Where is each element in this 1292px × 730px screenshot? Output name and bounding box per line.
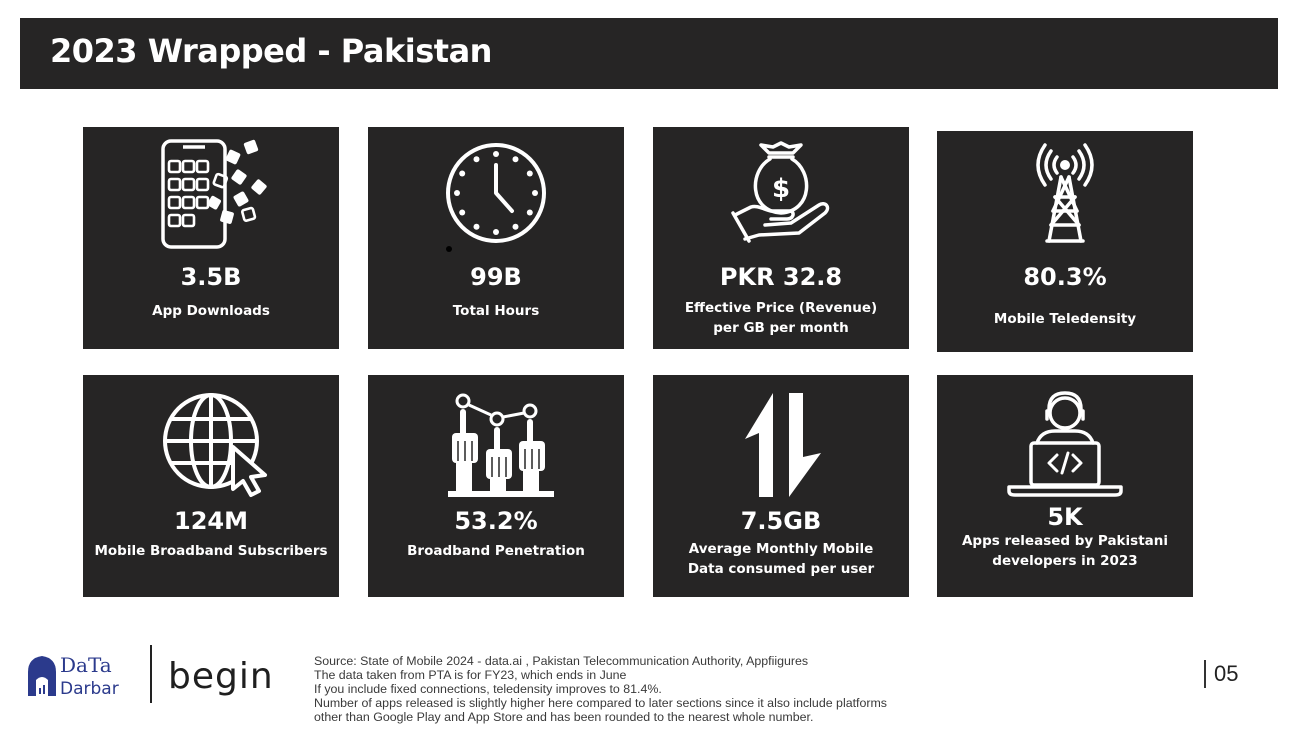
stat-value: 80.3% — [1023, 263, 1107, 291]
title-bar — [20, 18, 1278, 89]
logo-divider — [150, 645, 152, 703]
source-note-line: Number of apps released is slightly higher here compared to later sections since it also include platforms — [314, 696, 888, 710]
stat-tile-broadband-penetration — [368, 375, 624, 597]
money-bag-hand-icon — [653, 127, 909, 257]
page-title: 2023 Wrapped - Pakistan — [50, 32, 492, 70]
stat-value: PKR 32.8 — [719, 263, 843, 291]
stat-label-line1: Average Monthly Mobile — [688, 541, 874, 557]
begin-logo-text: begin — [168, 656, 274, 697]
stat-label-line2: developers in 2023 — [992, 553, 1138, 569]
stat-tile-mobile-broadband — [83, 375, 339, 597]
stat-tile-mobile-teledensity — [937, 131, 1193, 352]
stat-label: App Downloads — [152, 303, 270, 319]
stat-label: Mobile Broadband Subscribers — [94, 543, 328, 559]
stat-tile-app-downloads — [83, 127, 339, 349]
stat-label-line2: per GB per month — [713, 320, 849, 336]
stat-tile-total-hours — [368, 127, 624, 349]
smartphone-apps-icon — [83, 127, 339, 257]
stat-value: 3.5B — [180, 263, 242, 291]
data-darbar-line2: Darbar — [60, 679, 119, 699]
stat-label: Mobile Teledensity — [993, 311, 1137, 327]
source-note-line: If you include fixed connections, teledensity improves to 81.4%. — [314, 682, 662, 696]
hands-network-icon — [368, 375, 624, 505]
stat-label-line1: Apps released by Pakistani — [961, 533, 1169, 549]
data-darbar-logo — [26, 650, 136, 700]
stat-tile-monthly-data — [653, 375, 909, 597]
data-arrows-icon — [653, 375, 909, 505]
stat-label: Broadband Penetration — [407, 543, 585, 559]
stat-value: 5K — [1047, 503, 1083, 531]
stat-tile-apps-released — [937, 375, 1193, 597]
stat-label-line2: Data consumed per user — [687, 561, 875, 577]
page-number-divider — [1204, 660, 1206, 688]
source-notes — [314, 654, 1034, 724]
stat-value: 53.2% — [454, 507, 538, 535]
stat-label-line1: Effective Price (Revenue) — [684, 300, 878, 316]
stat-value: 7.5GB — [740, 507, 822, 535]
svg-text:$: $ — [771, 174, 791, 204]
page-number: 05 — [1214, 661, 1239, 686]
source-note-line: Source: State of Mobile 2024 - data.ai , Pakistan Telecommunication Authority, Appfiigures — [314, 654, 809, 668]
stat-label: Total Hours — [452, 303, 540, 319]
clock-icon — [368, 127, 624, 257]
begin-logo — [166, 652, 291, 698]
source-note-line: other than Google Play and App Store and has been rounded to the nearest whole number. — [314, 710, 814, 724]
stat-value: 124M — [174, 507, 248, 535]
stat-tile-effective-price — [653, 127, 909, 349]
developer-laptop-icon — [937, 375, 1193, 499]
globe-cursor-icon — [83, 375, 339, 505]
cell-tower-icon — [937, 131, 1193, 251]
data-darbar-line1: DaTa — [60, 653, 112, 677]
stat-value: 99B — [470, 263, 522, 291]
source-note-line: The data taken from PTA is for FY23, which ends in June — [314, 668, 627, 682]
